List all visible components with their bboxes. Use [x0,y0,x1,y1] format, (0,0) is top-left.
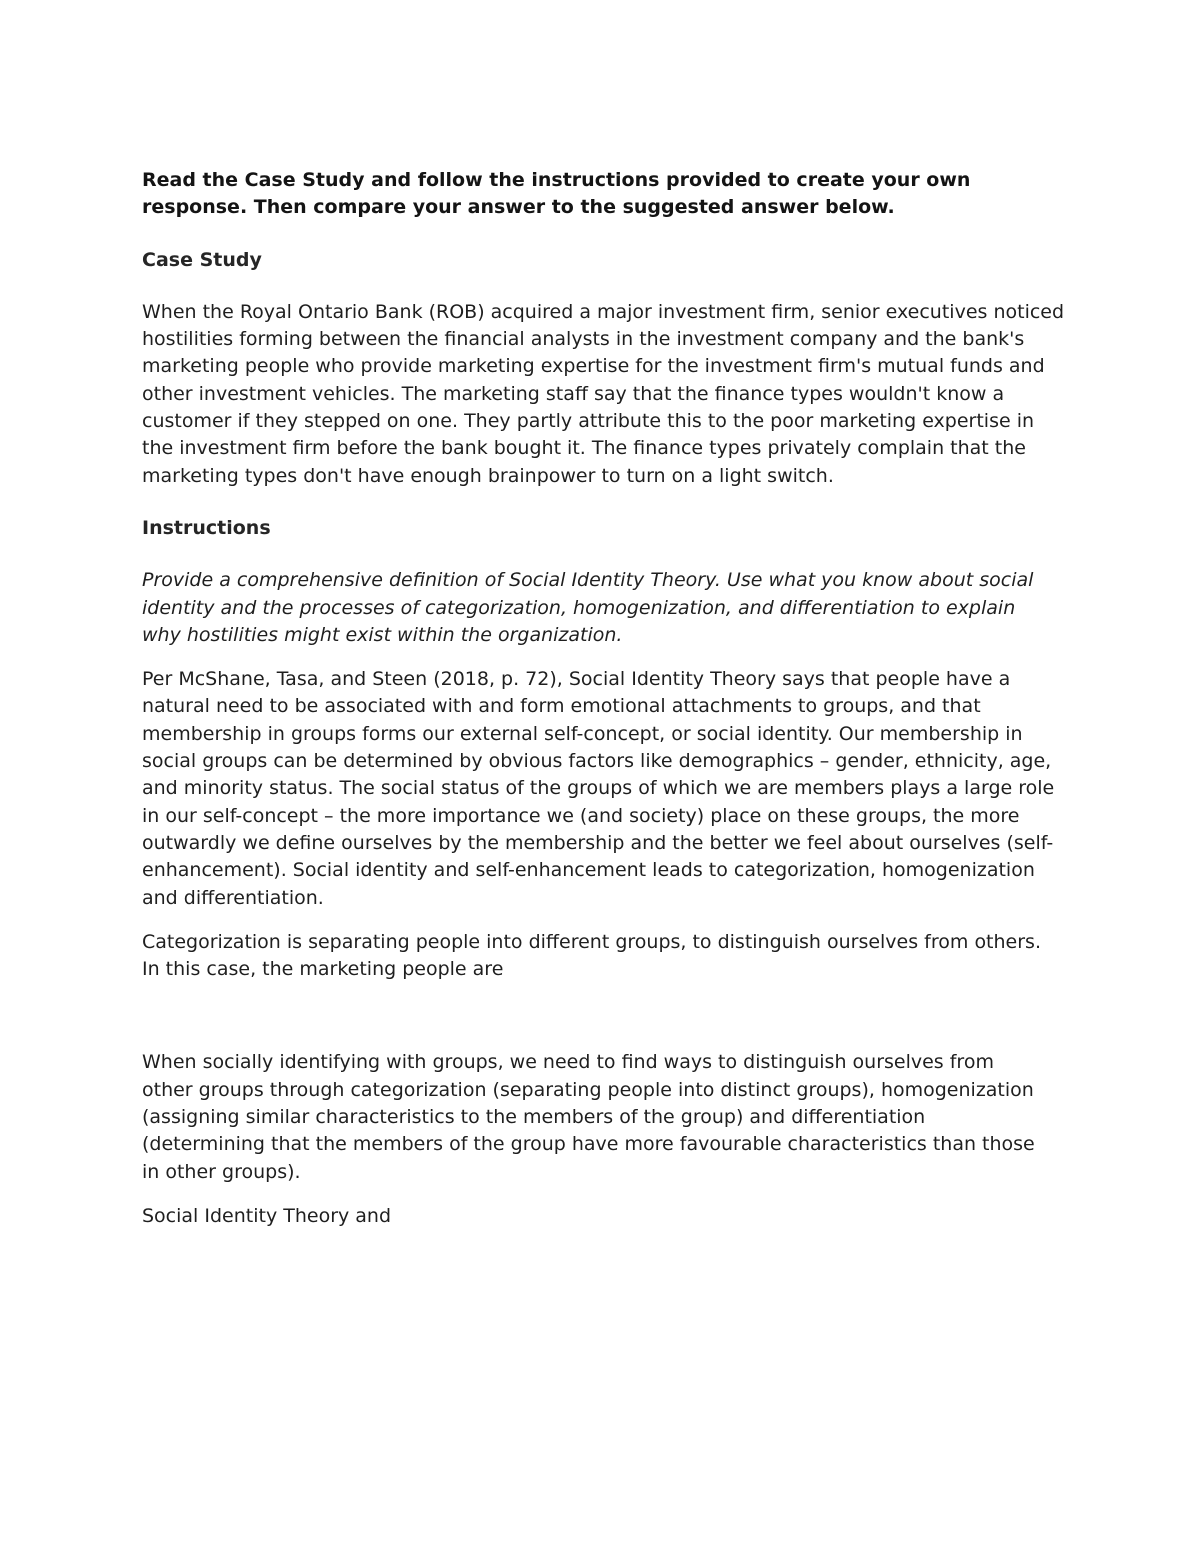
closing-fragment: Social Identity Theory and [142,1204,392,1227]
document-content [142,167,1072,1230]
case-study-paragraph: When the Royal Ontario Bank (ROB) acquired a major investment firm, senior executives noticed hostilities forming between the financial analysts in the investment company and the bank's marketing people who provide marketing expertise for the investment firm's mutual funds and other investment vehicles. The marketing staff say that the finance types wouldn't know a customer if they stepped on one. They partly attribute this to the poor marketing expertise in the investment firm before the bank bought it. The finance types privately complain that the marketing types don't have enough brainpower to turn on a light switch. [142,300,1065,487]
answer-paragraph: Per McShane, Tasa, and Steen (2018, p. 72), Social Identity Theory says that people have a natural need to be associated with and form emotional attachments to groups, and that membership in groups forms our external self-concept, or social identity. Our membership in social groups can be determined by obvious factors like demographics – gender, ethnicity, age, and minority status. The social status of the groups of which we are members plays a large role in our self-concept – the more importance we (and society) place on these groups, the more outwardly we define ourselves by the membership and the better we feel about ourselves (self-enhancement). Social identity and self-enhancement leads to categorization, homogenization and differentiation. [142,668,1055,909]
instructions-paragraph: Provide a comprehensive definition of Social Identity Theory. Use what you know about social identity and the processes of categorization, homogenization, and differentiation to explain why hostilities might exist within the organization. [142,569,1034,646]
intro-paragraph: Read the Case Study and follow the instructions provided to create your own response. Then compare your answer to the suggested answer below. [142,169,971,219]
categorization-paragraph: Categorization is separating people into different groups, to distinguish ourselves from others. In this case, the marketing people are [142,930,1041,981]
case-study-heading: Case Study [142,248,262,271]
social-identifying-paragraph: When socially identifying with groups, we need to find ways to distinguish ourselves from other groups through categorization (separating people into distinct groups), homogenization (assigning similar characteristics to the members of the group) and differentiation (determining that the members of the group have more favourable characteristics than those in other groups). [142,1051,1035,1183]
instructions-heading: Instructions [142,516,271,539]
